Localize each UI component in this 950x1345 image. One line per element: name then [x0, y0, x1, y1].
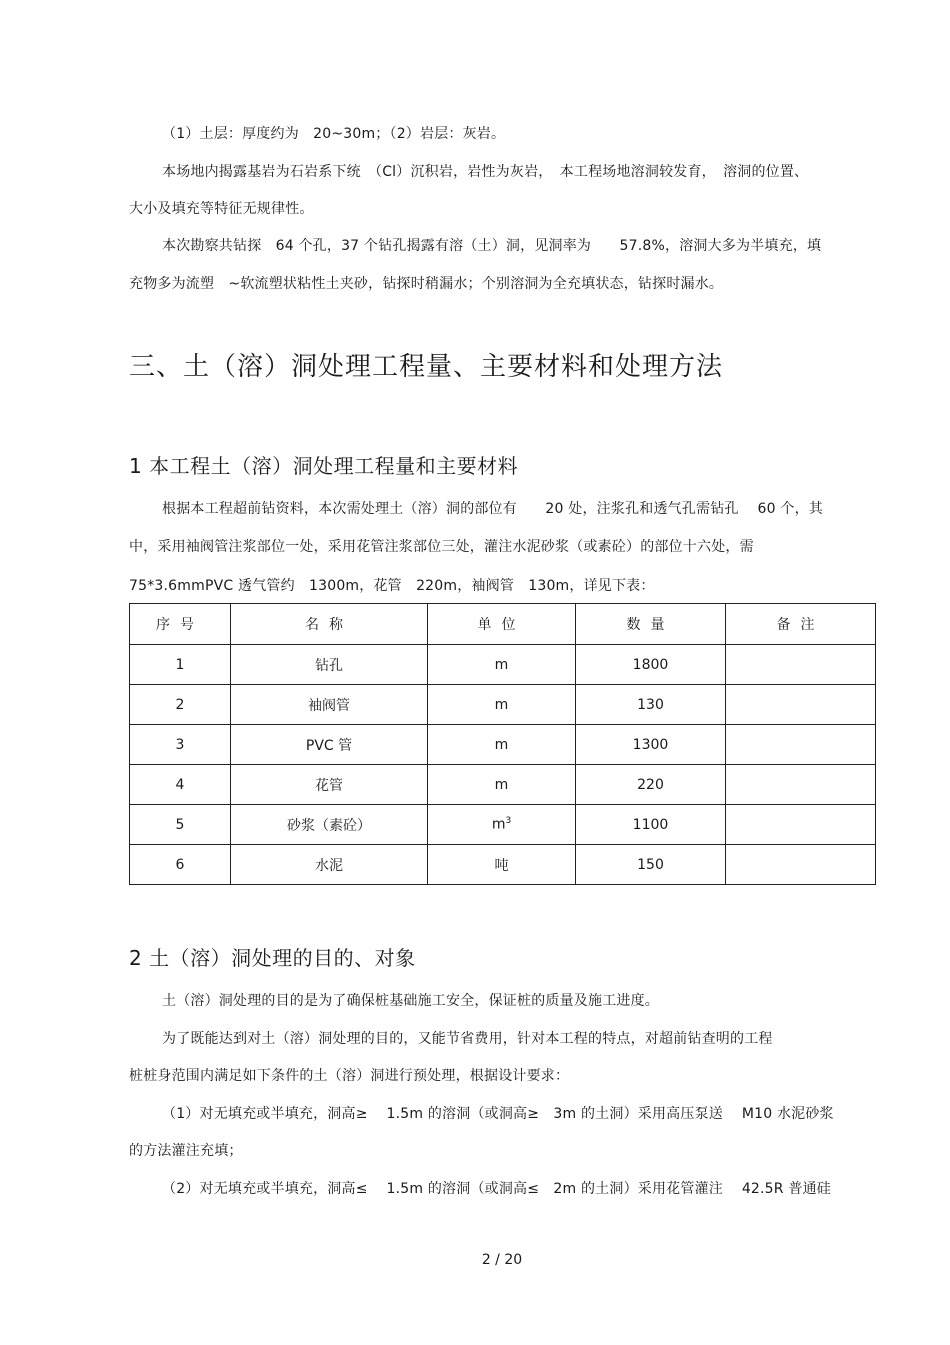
- table-row: [130, 765, 876, 805]
- cell-qty: 1100: [576, 805, 726, 845]
- paragraph-bedrock-line2: 大小及填充等特征无规律性。: [129, 201, 314, 217]
- section2-line3: 桩桩身范围内满足如下条件的土（溶）洞进行预处理，根据设计要求：: [129, 1068, 570, 1084]
- section2-line1: 土（溶）洞处理的目的是为了确保桩基础施工安全，保证桩的质量及施工进度。: [162, 993, 659, 1009]
- table-row: [130, 845, 876, 885]
- main-heading: 三、土（溶）洞处理工程量、主要材料和处理方法: [129, 352, 724, 382]
- cell-name: PVC 管: [231, 725, 428, 765]
- table-row: [130, 685, 876, 725]
- cell-unit: m: [428, 645, 576, 685]
- section2-line4: （1）对无填充或半填充，洞高≥ 1.5m 的溶洞（或洞高≥ 3m 的土洞）采用高压泵送 M10 水泥砂浆: [162, 1106, 834, 1122]
- cell-note: [726, 765, 876, 805]
- cell-qty: 150: [576, 845, 726, 885]
- cell-note: [726, 645, 876, 685]
- cell-no: 1: [130, 645, 231, 685]
- cell-qty: 220: [576, 765, 726, 805]
- table-row: [130, 645, 876, 685]
- cell-no: 4: [130, 765, 231, 805]
- section2-line2: 为了既能达到对土（溶）洞处理的目的，又能节省费用，针对本工程的特点，对超前钻查明的工程: [162, 1031, 773, 1047]
- section1-line1: 根据本工程超前钻资料，本次需处理土（溶）洞的部位有 20 处，注浆孔和透气孔需钻孔 60 个，其: [162, 501, 823, 517]
- cell-no: 3: [130, 725, 231, 765]
- header-cell-qty: 数量: [576, 604, 726, 645]
- paragraph-survey-line2: 充物多为流塑 ~软流塑状粘性土夹砂，钻探时稍漏水；个别溶洞为全充填状态，钻探时漏水。: [129, 276, 724, 292]
- cell-note: [726, 805, 876, 845]
- quantity-table: [129, 603, 876, 885]
- section2-line5: 的方法灌注充填；: [129, 1143, 243, 1159]
- cell-unit: 吨: [428, 845, 576, 885]
- header-cell-no: 序号: [130, 604, 231, 645]
- table-header-row: [130, 604, 876, 645]
- unit-superscript: 3: [505, 816, 512, 827]
- paragraph-survey-line1: 本次勘察共钻探 64 个孔，37 个钻孔揭露有溶（土）洞，见洞率为 57.8%，溶洞大多为半填充，填: [162, 238, 822, 254]
- header-cell-unit: 单位: [428, 604, 576, 645]
- cell-name: 花管: [231, 765, 428, 805]
- cell-no: 5: [130, 805, 231, 845]
- cell-no: 2: [130, 685, 231, 725]
- table-row: [130, 805, 876, 845]
- cell-qty: 1800: [576, 645, 726, 685]
- table-row: [130, 725, 876, 765]
- paragraph-bedrock-line1: 本场地内揭露基岩为石岩系下统 （Cl）沉积岩，岩性为灰岩， 本工程场地溶洞较发育， 溶洞的位置、: [162, 164, 809, 180]
- cell-unit: [428, 805, 576, 845]
- cell-qty: 1300: [576, 725, 726, 765]
- cell-unit: m: [428, 725, 576, 765]
- paragraph-soil-layers: （1）土层：厚度约为 20~30m；（2）岩层：灰岩。: [162, 126, 506, 142]
- section1-line3: 75*3.6mmPVC 透气管约 1300m，花管 220m，袖阀管 130m，详见下表：: [129, 578, 655, 594]
- section2-line6: （2）对无填充或半填充，洞高≤ 1.5m 的溶洞（或洞高≤ 2m 的土洞）采用花管灌注 42.5R 普通硅: [162, 1181, 831, 1197]
- cell-no: 6: [130, 845, 231, 885]
- page-number: 2 / 20: [481, 1252, 523, 1268]
- header-cell-name: 名称: [231, 604, 428, 645]
- cell-note: [726, 725, 876, 765]
- section2-heading: 2 土（溶）洞处理的目的、对象: [129, 946, 416, 970]
- cell-unit: m: [428, 765, 576, 805]
- cell-name: 砂浆（素砼）: [231, 805, 428, 845]
- header-cell-note: 备注: [726, 604, 876, 645]
- cell-note: [726, 845, 876, 885]
- cell-note: [726, 685, 876, 725]
- cell-name: 钻孔: [231, 645, 428, 685]
- cell-name: 水泥: [231, 845, 428, 885]
- unit-text: m: [491, 816, 506, 833]
- section1-heading: 1 本工程土（溶）洞处理工程量和主要材料: [129, 454, 519, 478]
- cell-name: 袖阀管: [231, 685, 428, 725]
- cell-qty: 130: [576, 685, 726, 725]
- section1-line2: 中，采用袖阀管注浆部位一处，采用花管注浆部位三处，灌注水泥砂浆（或素砼）的部位十六处，需: [129, 539, 754, 555]
- cell-unit: m: [428, 685, 576, 725]
